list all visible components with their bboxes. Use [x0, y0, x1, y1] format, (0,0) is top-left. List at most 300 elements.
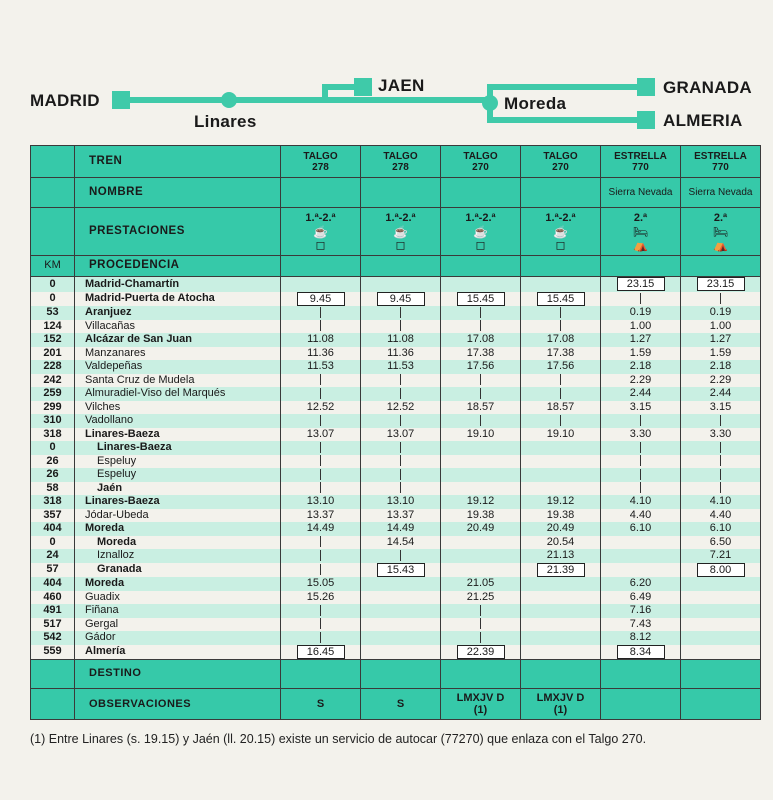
train-3-header — [521, 146, 601, 178]
km-value: 242 — [31, 374, 75, 388]
time-cell — [681, 428, 761, 442]
time-cell — [281, 591, 361, 605]
time-value: 13.07 — [306, 427, 335, 440]
time-cell — [601, 387, 681, 401]
time-value: 11.08 — [307, 333, 334, 345]
station-row — [31, 455, 761, 469]
time-cell — [281, 347, 361, 361]
km-value: 152 — [31, 333, 75, 347]
time-value: 18.57 — [466, 400, 495, 413]
header-corner — [31, 146, 75, 178]
pass-through-mark — [560, 388, 561, 399]
prestaciones-stack — [521, 212, 600, 252]
time-cell — [361, 347, 441, 361]
destino-cell — [281, 660, 361, 689]
observaciones-row — [31, 689, 761, 720]
pass-through-mark — [480, 374, 481, 385]
time-value: 11.36 — [307, 346, 334, 359]
prestaciones-label: PRESTACIONES — [75, 208, 281, 256]
time-cell — [601, 536, 681, 550]
terminal-time: 15.45 — [537, 292, 585, 306]
time-cell — [681, 306, 761, 320]
train-clase: 2.ª — [713, 211, 728, 224]
time-value: 4.40 — [629, 508, 652, 521]
station-name: Aranjuez — [75, 306, 281, 320]
time-value: 7.43 — [629, 617, 652, 630]
time-cell — [601, 563, 681, 578]
procedencia-cell — [281, 256, 361, 277]
time-cell — [441, 631, 521, 645]
time-value: 13.10 — [306, 495, 335, 507]
train-1-nombre — [361, 178, 441, 208]
time-cell — [681, 645, 761, 660]
time-value: 18.57 — [546, 400, 575, 413]
station-name: Gádor — [75, 631, 281, 645]
time-value: 12.52 — [386, 400, 415, 413]
prestaciones-row — [31, 208, 761, 256]
station-granada-marker — [637, 78, 655, 96]
time-cell — [681, 455, 761, 469]
pass-through-mark — [480, 415, 481, 426]
observaciones-cell — [441, 689, 521, 720]
time-cell — [281, 360, 361, 374]
time-cell — [681, 347, 761, 361]
pass-through-mark — [320, 482, 321, 493]
pass-through-mark — [320, 415, 321, 426]
station-jaen-marker — [354, 78, 372, 96]
time-cell — [681, 631, 761, 645]
observaciones-cell — [601, 689, 681, 720]
bar-icon: ◻ — [555, 238, 566, 253]
destino-cell — [441, 660, 521, 689]
station-moreda-marker — [482, 95, 498, 111]
couchette-icon: 🛏 — [712, 225, 729, 240]
map-label-linares: Linares — [194, 112, 257, 131]
station-row — [31, 387, 761, 401]
station-row — [31, 374, 761, 388]
train-number: 278 — [312, 161, 329, 173]
time-value: 13.37 — [386, 508, 415, 521]
time-cell — [521, 468, 601, 482]
station-name: Espeluy — [75, 468, 281, 482]
time-cell — [521, 482, 601, 496]
pass-through-mark — [560, 320, 561, 331]
terminal-time: 8.00 — [697, 563, 745, 577]
station-name: Madrid-Puerta de Atocha — [75, 292, 281, 307]
destino-row — [31, 660, 761, 689]
time-value: 11.08 — [387, 333, 414, 345]
procedencia-cell — [361, 256, 441, 277]
time-cell — [521, 509, 601, 523]
station-name: Guadix — [75, 591, 281, 605]
time-cell — [441, 549, 521, 563]
station-name: Vilches — [75, 401, 281, 415]
pass-through-mark — [480, 632, 481, 643]
km-value: 0 — [31, 277, 75, 292]
tren-label: TREN — [75, 146, 281, 178]
cafeteria-icon: ☕ — [553, 225, 568, 240]
header-corner — [31, 208, 75, 256]
time-value: 11.53 — [307, 360, 334, 372]
map-label-almeria: ALMERIA — [663, 111, 743, 130]
train-number: 270 — [472, 161, 489, 173]
prestaciones-stack — [281, 212, 360, 252]
station-row — [31, 549, 761, 563]
train-nombre: Sierra Nevada — [688, 187, 753, 198]
km-value: 460 — [31, 591, 75, 605]
destino-cell — [681, 660, 761, 689]
map-label-madrid: MADRID — [30, 91, 100, 110]
train-0-nombre — [281, 178, 361, 208]
pass-through-mark — [480, 307, 481, 318]
time-cell — [521, 536, 601, 550]
time-cell — [601, 631, 681, 645]
time-value: 1.59 — [629, 346, 652, 359]
time-value: 11.36 — [387, 346, 414, 359]
destino-cell — [361, 660, 441, 689]
footnote: (1) Entre Linares (s. 19.15) y Jaén (ll. 20.15) existe un servicio de autocar (77270) que enlaza con el Talgo 270. — [30, 732, 647, 746]
procedencia-cell — [521, 256, 601, 277]
time-cell — [361, 414, 441, 428]
station-row — [31, 536, 761, 550]
time-cell — [441, 468, 521, 482]
time-cell — [361, 563, 441, 578]
time-cell — [681, 509, 761, 523]
train-clase: 1.ª-2.ª — [305, 211, 336, 224]
pass-through-mark — [400, 482, 401, 493]
cafeteria-icon: ☕ — [473, 225, 488, 240]
station-name: Alcázar de San Juan — [75, 333, 281, 347]
cafeteria-icon: ☕ — [313, 225, 328, 240]
time-cell — [441, 522, 521, 536]
train-2-header — [441, 146, 521, 178]
time-cell — [521, 347, 601, 361]
time-value: 20.49 — [466, 522, 495, 534]
train-5-nombre — [681, 178, 761, 208]
procedencia-cell — [441, 256, 521, 277]
km-value: 491 — [31, 604, 75, 618]
km-value: 318 — [31, 495, 75, 509]
pass-through-mark — [480, 388, 481, 399]
km-value: 26 — [31, 455, 75, 469]
station-row — [31, 577, 761, 591]
time-cell — [281, 277, 361, 292]
time-cell — [441, 428, 521, 442]
time-cell — [441, 618, 521, 632]
time-value: 6.20 — [629, 577, 652, 589]
pass-through-mark — [400, 374, 401, 385]
pass-through-mark — [480, 320, 481, 331]
km-label: KM — [31, 256, 75, 277]
time-value: 0.19 — [629, 306, 652, 318]
terminal-time: 22.39 — [457, 645, 505, 659]
nombre-row — [31, 178, 761, 208]
time-cell — [361, 495, 441, 509]
time-cell — [361, 577, 441, 591]
time-value: 14.54 — [386, 535, 415, 548]
destino-cell — [601, 660, 681, 689]
train-name: TALGO — [463, 150, 498, 162]
time-cell — [521, 277, 601, 292]
observaciones-line: LMXJV D — [456, 692, 505, 704]
station-name: Linares-Baeza — [75, 495, 281, 509]
station-linares-marker — [221, 92, 237, 108]
time-cell — [281, 428, 361, 442]
observaciones-label: OBSERVACIONES — [75, 689, 281, 720]
pass-through-mark — [400, 307, 401, 318]
km-value: 517 — [31, 618, 75, 632]
time-cell — [361, 360, 441, 374]
time-cell — [441, 495, 521, 509]
pass-through-mark — [720, 415, 721, 426]
map-label-moreda: Moreda — [504, 94, 567, 113]
time-cell — [281, 441, 361, 455]
time-value: 14.49 — [306, 522, 335, 534]
station-row — [31, 591, 761, 605]
observaciones-cell — [521, 689, 601, 720]
time-cell — [361, 320, 441, 334]
km-value: 310 — [31, 414, 75, 428]
time-cell — [681, 591, 761, 605]
time-cell — [441, 292, 521, 307]
bar-icon: ◻ — [395, 238, 406, 253]
time-cell — [281, 549, 361, 563]
footer-corner — [31, 660, 75, 689]
time-cell — [281, 604, 361, 618]
time-cell — [681, 563, 761, 578]
station-row — [31, 306, 761, 320]
train-name: ESTRELLA — [614, 150, 667, 162]
time-value: 2.18 — [709, 360, 732, 372]
time-value: 19.10 — [466, 427, 495, 440]
time-cell — [441, 320, 521, 334]
time-value: 4.10 — [629, 495, 652, 507]
station-name: Gergal — [75, 618, 281, 632]
pass-through-mark — [720, 469, 721, 480]
train-name: ESTRELLA — [694, 150, 747, 162]
time-value: 1.59 — [709, 346, 732, 359]
time-value: 19.38 — [466, 508, 495, 521]
time-cell — [521, 591, 601, 605]
time-value: 15.26 — [306, 590, 335, 603]
station-row — [31, 441, 761, 455]
station-row — [31, 277, 761, 292]
time-cell — [681, 333, 761, 347]
pass-through-mark — [640, 455, 641, 466]
train-4-header — [601, 146, 681, 178]
sleeper-icon: ⛺ — [713, 238, 728, 253]
time-cell — [681, 536, 761, 550]
station-row — [31, 631, 761, 645]
time-cell — [361, 631, 441, 645]
time-cell — [361, 591, 441, 605]
station-name: Iznalloz — [75, 549, 281, 563]
pass-through-mark — [720, 455, 721, 466]
pass-through-mark — [640, 469, 641, 480]
station-name: Fiñana — [75, 604, 281, 618]
train-nombre: Sierra Nevada — [608, 187, 673, 198]
time-cell — [601, 645, 681, 660]
time-cell — [601, 468, 681, 482]
time-cell — [601, 495, 681, 509]
time-cell — [281, 414, 361, 428]
terminal-time: 21.39 — [537, 563, 585, 577]
station-row — [31, 428, 761, 442]
time-cell — [601, 522, 681, 536]
time-cell — [441, 563, 521, 578]
time-cell — [361, 292, 441, 307]
route-map — [0, 0, 773, 140]
pass-through-mark — [320, 564, 321, 575]
station-row — [31, 563, 761, 578]
km-value: 0 — [31, 441, 75, 455]
pass-through-mark — [320, 618, 321, 629]
time-cell — [441, 455, 521, 469]
timetable — [30, 145, 761, 720]
time-cell — [521, 320, 601, 334]
time-value: 19.12 — [546, 495, 575, 507]
km-value: 542 — [31, 631, 75, 645]
time-value: 2.44 — [709, 387, 732, 399]
observaciones-cell — [681, 689, 761, 720]
station-row — [31, 509, 761, 523]
time-value: 12.52 — [306, 400, 335, 413]
time-cell — [281, 631, 361, 645]
km-value: 201 — [31, 347, 75, 361]
time-value: 21.25 — [466, 590, 495, 603]
time-cell — [361, 374, 441, 388]
pass-through-mark — [400, 320, 401, 331]
pass-through-mark — [640, 293, 641, 304]
time-cell — [281, 509, 361, 523]
km-value: 318 — [31, 428, 75, 442]
station-name: Almería — [75, 645, 281, 660]
train-number: 270 — [552, 161, 569, 173]
train-0-prestaciones — [281, 208, 361, 256]
time-cell — [601, 455, 681, 469]
time-cell — [361, 333, 441, 347]
pass-through-mark — [400, 469, 401, 480]
time-cell — [281, 374, 361, 388]
station-name: Linares-Baeza — [75, 441, 281, 455]
time-cell — [281, 292, 361, 307]
time-cell — [521, 360, 601, 374]
cafeteria-icon: ☕ — [393, 225, 408, 240]
time-cell — [681, 604, 761, 618]
pass-through-mark — [320, 307, 321, 318]
train-clase: 1.ª-2.ª — [465, 211, 496, 224]
time-cell — [681, 468, 761, 482]
train-3-nombre — [521, 178, 601, 208]
time-cell — [441, 347, 521, 361]
time-cell — [601, 441, 681, 455]
terminal-time: 15.43 — [377, 563, 425, 577]
train-clase: 1.ª-2.ª — [385, 211, 416, 224]
time-cell — [361, 428, 441, 442]
time-value: 2.29 — [629, 373, 652, 386]
pass-through-mark — [640, 442, 641, 453]
time-cell — [521, 618, 601, 632]
km-value: 58 — [31, 482, 75, 496]
time-cell — [681, 401, 761, 415]
pass-through-mark — [320, 374, 321, 385]
pass-through-mark — [560, 307, 561, 318]
train-clase: 1.ª-2.ª — [545, 211, 576, 224]
time-cell — [601, 320, 681, 334]
procedencia-label: PROCEDENCIA — [75, 256, 281, 277]
time-cell — [681, 577, 761, 591]
time-cell — [601, 509, 681, 523]
time-cell — [601, 374, 681, 388]
km-value: 299 — [31, 401, 75, 415]
km-value: 357 — [31, 509, 75, 523]
time-value: 15.05 — [306, 577, 335, 589]
km-value: 24 — [31, 549, 75, 563]
observaciones-note: (1) — [553, 704, 568, 716]
station-name: Granada — [75, 563, 281, 578]
time-value: 7.16 — [629, 604, 652, 616]
time-cell — [361, 604, 441, 618]
time-value: 20.49 — [546, 522, 575, 534]
train-name: TALGO — [303, 150, 338, 162]
footer-corner — [31, 689, 75, 720]
time-cell — [521, 441, 601, 455]
time-cell — [521, 428, 601, 442]
destino-cell — [521, 660, 601, 689]
time-cell — [521, 563, 601, 578]
terminal-time: 23.15 — [697, 277, 745, 291]
time-value: 8.12 — [629, 631, 652, 643]
pass-through-mark — [400, 442, 401, 453]
time-value: 13.07 — [386, 427, 415, 440]
time-cell — [441, 401, 521, 415]
time-value: 21.13 — [546, 549, 575, 561]
time-cell — [281, 482, 361, 496]
train-2-nombre — [441, 178, 521, 208]
time-cell — [601, 414, 681, 428]
time-cell — [521, 604, 601, 618]
station-name: Moreda — [75, 577, 281, 591]
km-value: 0 — [31, 292, 75, 307]
prestaciones-stack — [361, 212, 440, 252]
time-cell — [281, 468, 361, 482]
station-row — [31, 495, 761, 509]
nombre-label: NOMBRE — [75, 178, 281, 208]
terminal-time: 15.45 — [457, 292, 505, 306]
time-cell — [281, 306, 361, 320]
time-value: 19.10 — [546, 427, 575, 440]
observaciones-cell — [281, 689, 361, 720]
station-name: Manzanares — [75, 347, 281, 361]
time-cell — [681, 482, 761, 496]
time-cell — [601, 333, 681, 347]
km-value: 404 — [31, 577, 75, 591]
time-cell — [281, 320, 361, 334]
time-cell — [281, 522, 361, 536]
km-value: 259 — [31, 387, 75, 401]
time-cell — [521, 374, 601, 388]
station-name: Jaén — [75, 482, 281, 496]
station-name: Jódar-Ubeda — [75, 509, 281, 523]
prestaciones-stack — [441, 212, 520, 252]
terminal-time: 16.45 — [297, 645, 345, 659]
time-cell — [441, 441, 521, 455]
time-cell — [521, 401, 601, 415]
km-value: 404 — [31, 522, 75, 536]
time-cell — [361, 455, 441, 469]
station-row — [31, 468, 761, 482]
time-value: 13.37 — [306, 508, 335, 521]
